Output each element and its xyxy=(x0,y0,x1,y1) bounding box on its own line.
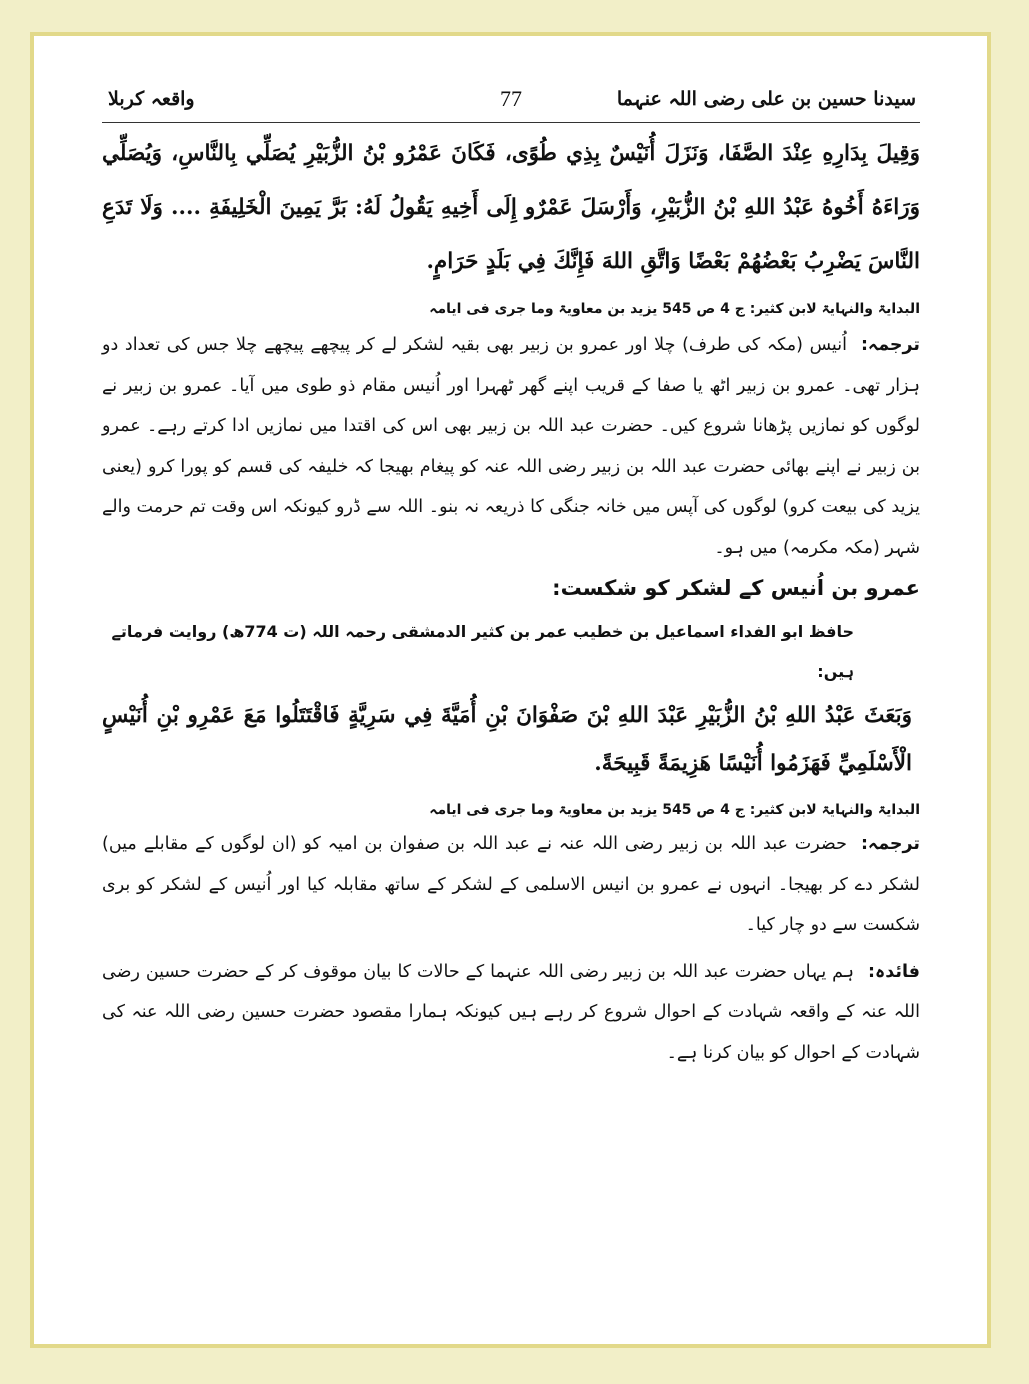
page-number: 77 xyxy=(500,86,522,111)
page-header xyxy=(102,84,920,123)
reference-1: البدایۃ والنہایۃ لابن کثیر: ج 4 ص 545 یزید بن معاویۃ وما جری فی ایامہ xyxy=(429,301,920,317)
translation-label: ترجمہ: xyxy=(860,335,920,355)
translation-2 xyxy=(102,824,920,946)
benefit-note xyxy=(102,952,920,1074)
reference-2: البدایۃ والنہایۃ لابن کثیر: ج 4 ص 545 یزید بن معاویۃ وما جری فی ایامہ xyxy=(429,802,920,818)
translation-text: حضرت عبد اللہ بن زبیر رضی اللہ عنہ نے عبد اللہ بن صفوان بن امیہ کو (ان لوگوں کے مقابلے میں) لشکر دے کر بھیجا۔ انہوں نے عمرو بن انیس الاسلمی کے لشکر کے ساتھ مقابلہ کیا اور اُنیس کے لشکر کو بری شکست سے دو چار کیا۔ xyxy=(102,834,920,935)
chapter-title: واقعہ کربلا xyxy=(108,88,195,110)
book-page xyxy=(30,32,991,1348)
book-title: سیدنا حسین بن علی رضی اللہ عنہما xyxy=(616,88,916,110)
arabic-quote-2: وَبَعَثَ عَبْدُ اللهِ بْنُ الزُّبَيْرِ عَبْدَ اللهِ بْنَ صَفْوَانَ بْنِ أُمَيَّةَ فِي سَرِيَّةٍ فَاقْتَتَلُوا مَعَ عَمْرِو بْنِ أُنَيْسٍ الْأَسْلَمِيِّ فَهَزَمُوا أُنَيْسًا هَزِيمَةً قَبِيحَةً. xyxy=(102,703,912,776)
section-heading: عمرو بن اُنیس کے لشکر کو شکست: xyxy=(552,576,920,600)
translation-text: اُنیس (مکہ کی طرف) چلا اور عمرو بن زبیر بھی بقیہ لشکر لے کر پیچھے پیچھے چلا جس کی تعداد دو ہزار تھی۔ عمرو بن زبیر اٹھ یا صفا کے قریب اپنے گھر ٹھہرا اور اُنیس مقام ذو طوی میں آیا۔ عمرو بن زبیر نے لوگوں کو نمازیں پڑھانا شروع کیں۔ حضرت عبد اللہ بن زبیر بھی اس کی اقتدا میں نمازیں ادا کرتے رہے۔ عمرو بن زبیر نے اپنے بھائی حضرت عبد اللہ بن زبیر رضی اللہ عنہ کو پیغام بھیجا کہ خلیفہ کی قسم کو پورا کرو (یعنی یزید کی بیعت کرو) لوگوں کی آپس میں خانہ جنگی کا ذریعہ نہ بنو۔ اللہ سے ڈرو کیونکہ اس وقت تم حرمت والے شہر (مکہ مکرمہ) میں ہو۔ xyxy=(102,335,920,558)
translation-label: ترجمہ: xyxy=(860,834,920,854)
narrator-line: حافظ ابو الفداء اسماعیل بن خطیب عمر بن کثیر الدمشقی رحمہ اللہ (ت 774ھ) روایت فرماتے ہیں: xyxy=(111,622,854,681)
arabic-quote-1: وَقِيلَ بِدَارِهِ عِنْدَ الصَّفَا، وَنَزَلَ أُنَيْسٌ بِذِي طُوًى، فَكَانَ عَمْرُو بْنُ الزُّبَيْرِ يُصَلِّي بِالنَّاسِ، وَيُصَلِّي وَرَاءَهُ أَخُوهُ عَبْدُ اللهِ بْنُ الزُّبَيْرِ، وَأَرْسَلَ عَمْرٌو إِلَى أَخِيهِ يَقُولُ لَهُ: بَرَّ يَمِينَ الْخَلِيفَةِ .... وَلَا تَدَعِ النَّاسَ يَضْرِبُ بَعْضُهُمْ بَعْضًا وَاتَّقِ اللهَ فَإِنَّكَ فِي بَلَدٍ حَرَامٍ. xyxy=(102,141,920,274)
benefit-text: ہم یہاں حضرت عبد اللہ بن زبیر رضی اللہ عنہما کے حالات کا بیان موقوف کر کے حضرت حسین رضی اللہ عنہ کے واقعہ شہادت کے احوال شروع کر رہے ہیں کیونکہ ہمارا مقصود حضرت حسین رضی اللہ عنہ کی شہادت کے احوال کو بیان کرنا ہے۔ xyxy=(102,961,920,1063)
page-content xyxy=(102,84,920,1073)
benefit-label: فائدہ: xyxy=(868,961,920,982)
translation-1 xyxy=(102,325,920,568)
